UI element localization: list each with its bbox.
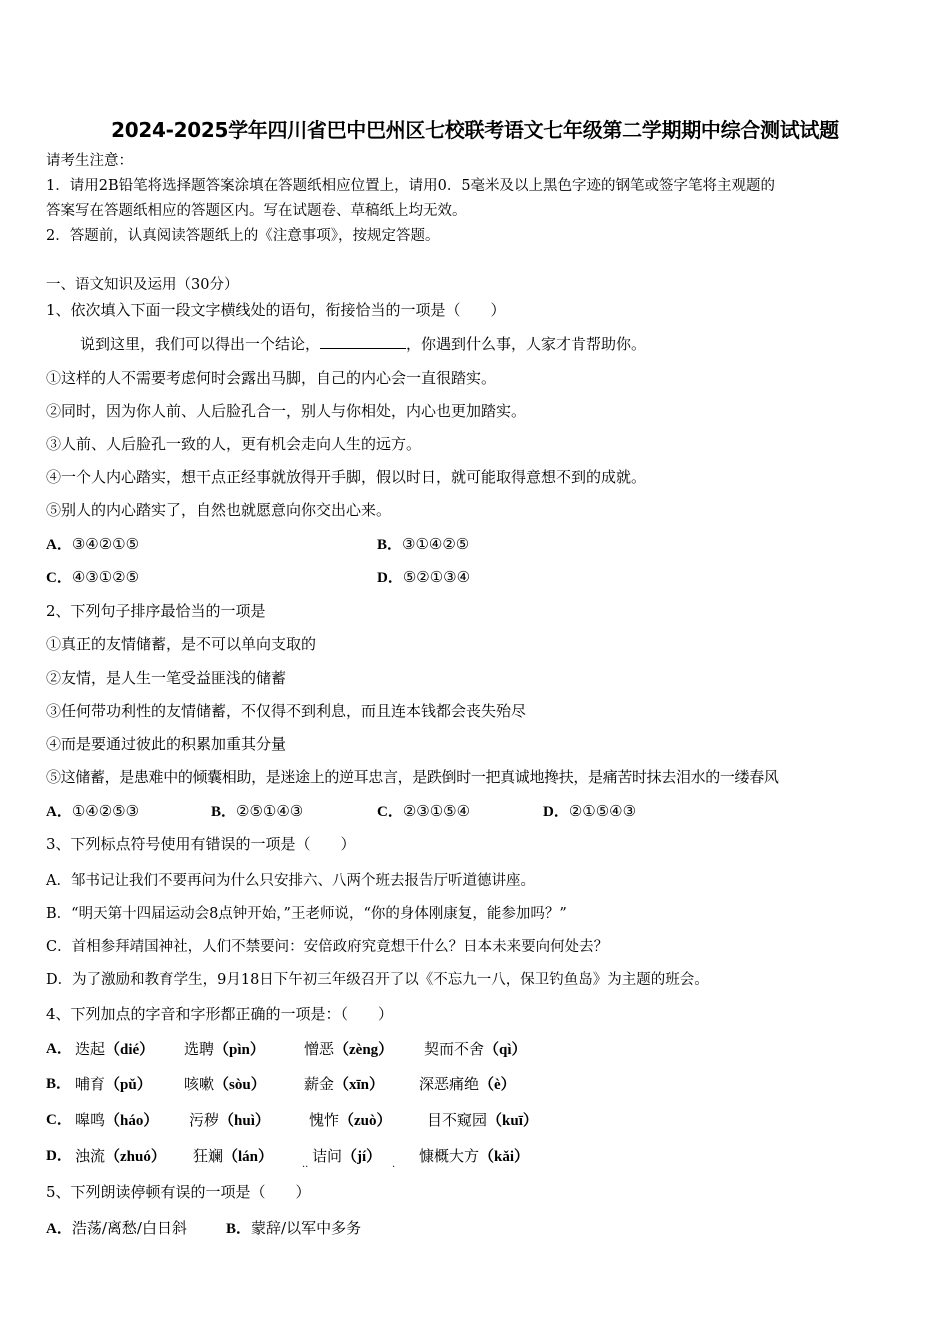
- q4-row-a-item-2: 选聘（pìn）: [184, 1040, 265, 1058]
- q4-row-d-item-4: 慷概大方（kǎi）: [419, 1147, 530, 1165]
- q4-row-b-item-4: 深恶痛绝（è）: [419, 1075, 516, 1093]
- emphasis-dot-2: .: [392, 1159, 396, 1170]
- q5-option-b: B．蒙辞/以军中多务: [226, 1219, 362, 1237]
- q4-row-d-item-2: 狂斓（lán）: [193, 1147, 274, 1165]
- section-heading: 一、语文知识及运用（30分）: [46, 277, 239, 293]
- q4-stem: 4、下列加点的字音和字形都正确的一项是：（ ）: [46, 1005, 394, 1023]
- q3-option-d: D．为了激励和教育学生，9月18日下午初三年级召开了以《不忘九一八，保卫钓鱼岛》为主题的班会。: [46, 972, 709, 988]
- q4-row-b-item-1: 哺育（pǔ）: [75, 1075, 152, 1093]
- q4-row-c-item-3: 愧怍（zuò）: [309, 1111, 392, 1129]
- notice-item-2: 2．答题前，认真阅读答题纸上的《注意事项》，按规定答题。: [46, 228, 440, 244]
- q4-row-c-item-1: 嗥鸣（háo）: [75, 1111, 159, 1129]
- q3-stem: 3、下列标点符号使用有错误的一项是（ ）: [46, 835, 356, 853]
- q4-row-a-item-3: 憎恶（zèng）: [304, 1040, 394, 1058]
- q4-row-d-label: D．: [46, 1148, 72, 1164]
- q2-stem: 2、下列句子排序最恰当的一项是: [46, 602, 266, 620]
- q1-option-a: A．③④②①⑤: [46, 535, 140, 553]
- q4-row-d-item-1: 浊流（zhuó）: [75, 1147, 166, 1165]
- q4-row-b-label: B．: [46, 1076, 72, 1092]
- emphasis-dot-1: ..: [302, 1159, 309, 1170]
- notice-heading: 请考生注意：: [46, 153, 133, 169]
- q1-blank: [320, 334, 406, 349]
- q1-stem: 1、依次填入下面一段文字横线处的语句，衔接恰当的一项是（ ）: [46, 301, 506, 319]
- q1-sentence-5: ⑤别人的内心踏实了，自然也就愿意向你交出心来。: [46, 501, 392, 519]
- q2-option-d: D．②①⑤④③: [543, 802, 637, 820]
- q5-stem: 5、下列朗读停顿有误的一项是（ ）: [46, 1183, 311, 1201]
- q4-row-d-item-3: 诘问（jí）: [312, 1147, 382, 1165]
- q4-row-a-label: A．: [46, 1041, 72, 1057]
- page-title: 2024-2025学年四川省巴中巴州区七校联考语文七年级第二学期期中综合测试试题: [111, 118, 839, 142]
- q3-option-b: B．“明天第十四届运动会8点钟开始，”王老师说，“你的身体刚康复，能参加吗？”: [46, 906, 567, 922]
- q2-option-c: C．②③①⑤④: [377, 802, 471, 820]
- q4-row-c-item-4: 目不窥园（kuī）: [427, 1111, 538, 1129]
- notice-item-1-line-2: 答案写在答题纸相应的答题区内。写在试题卷、草稿纸上均无效。: [46, 203, 467, 219]
- q1-sentence-3: ③人前、人后脸孔一致的人，更有机会走向人生的远方。: [46, 435, 422, 453]
- q4-row-c-item-2: 污秽（huì）: [189, 1111, 270, 1129]
- q1-option-b: B．③①④②⑤: [377, 535, 470, 553]
- q4-row-a-item-1: 迭起（dié）: [75, 1040, 155, 1058]
- notice-item-1-line-1: 1．请用2B铅笔将选择题答案涂填在答题纸相应位置上，请用0．5毫米及以上黑色字迹的钢笔或签字笔将主观题的: [46, 178, 776, 194]
- q4-row-c-label: C．: [46, 1112, 72, 1128]
- q2-option-b: B．②⑤①④③: [211, 802, 304, 820]
- q1-sentence-2: ②同时，因为你人前、人后脸孔合一，别人与你相处，内心也更加踏实。: [46, 402, 527, 420]
- q2-sentence-1: ①真正的友情储蓄，是不可以单向支取的: [46, 635, 317, 653]
- q2-sentence-5: ⑤这储蓄，是患难中的倾囊相助，是迷途上的逆耳忠言，是跌倒时一把真诚地搀扶，是痛苦时抹去泪水的一缕春风: [46, 768, 779, 786]
- q2-option-a: A．①④②⑤③: [46, 802, 140, 820]
- q5-option-a: A．浩荡/离愁/白日斜: [46, 1219, 187, 1237]
- q1-sentence-1: ①这样的人不需要考虑何时会露出马脚，自己的内心会一直很踏实。: [46, 369, 497, 387]
- q3-option-a: A．邹书记让我们不要再问为什么只安排六、八两个班去报告厅听道德讲座。: [46, 873, 535, 889]
- q2-sentence-2: ②友情，是人生一笔受益匪浅的储蓄: [46, 669, 287, 687]
- q2-sentence-4: ④而是要通过彼此的积累加重其分量: [46, 735, 287, 753]
- q1-passage: [80, 334, 646, 354]
- q1-option-d: D．⑤②①③④: [377, 568, 471, 586]
- q1-passage-end: ，你遇到什么事，人家才肯帮助你。: [406, 335, 647, 353]
- q1-sentence-4: ④一个人内心踏实，想干点正经事就放得开手脚，假以时日，就可能取得意想不到的成就。: [46, 468, 647, 486]
- q1-passage-start: 说到这里，我们可以得出一个结论，: [80, 335, 321, 353]
- q4-row-b-item-2: 咳嗽（sòu）: [184, 1075, 266, 1093]
- q3-option-c: C．首相参拜靖国神社，人们不禁要问：安倍政府究竟想干什么？日本未来要向何处去？: [46, 939, 609, 955]
- q4-row-b-item-3: 薪金（xīn）: [304, 1075, 385, 1093]
- q2-sentence-3: ③任何带功利性的友情储蓄，不仅得不到利息，而且连本钱都会丧失殆尽: [46, 702, 527, 720]
- q4-row-a-item-4: 契而不舍（qì）: [424, 1040, 527, 1058]
- q1-option-c: C．④③①②⑤: [46, 568, 140, 586]
